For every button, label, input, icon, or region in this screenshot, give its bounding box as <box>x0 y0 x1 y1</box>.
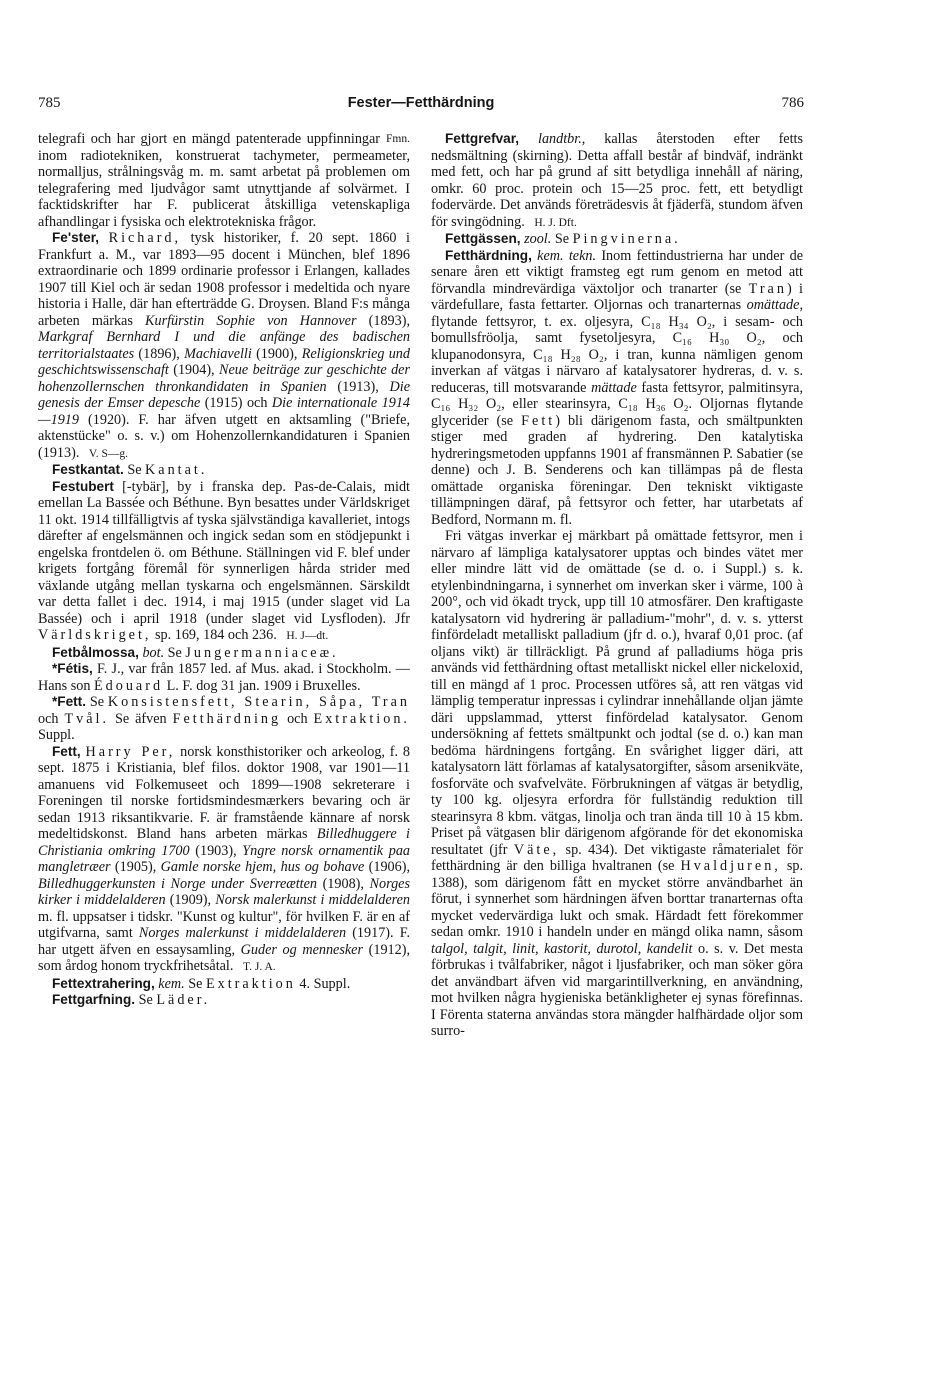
headword: Fett, <box>52 743 81 759</box>
headword: Fe'ster, <box>52 230 100 245</box>
left-column <box>38 131 410 1009</box>
cross-reference: Kantat. <box>145 462 208 478</box>
headword: Fettgrefvar, <box>445 131 520 146</box>
cross-reference: Édouard <box>93 677 164 694</box>
cross-reference: Konsistensfett, Stearin, Såpa, Tran <box>107 694 410 710</box>
author-signature: T. J. A. <box>242 961 276 973</box>
headword: Fettgarfning. <box>52 992 136 1007</box>
entry-fester: Fe'ster, Richard, tysk historiker, f. 20 sept. 1860 i Frankfurt a. M., var 1893—95 docent i München, blef 1896 extraordinarie och 1899 ordinarie professor i Erlangen, kallades 1907 till Kiel och är sedan 1908 professor i medeltida och nyare historia i Halle, där han efterträdde G. Droysen. Bland F:s många arbeten märkas Kurfürstin Sophie von Hannover (1893), Markgraf Bernhard I und die anfänge des badischen territorialstaates (1896), Machiavelli (1900), Religionskrieg und geschichtswissenschaft (1904), Neue beiträge zur geschichte der hohenzollernschen thronkandidaten in Spanien (1913), Die genesis der Emser depesche (1915) och Die internationale 1914—1919 (1920). F. har äfven utgett en aktsamling ("Briefe, aktenstücke" o. s. v.) om Hohenzollernkandidaturen i Spanien (1913). V. S—g. <box>38 230 411 461</box>
headword: Festkantat. <box>52 462 124 477</box>
headword: Fetbålmossa, <box>52 644 139 660</box>
cross-reference: Hvaldjuren, <box>680 858 781 874</box>
author-signature: V. S—g. <box>88 447 129 460</box>
entry-fettextrahering: Fettextrahering, kem. Se Extraktion 4. Suppl. <box>52 975 351 992</box>
page-header <box>38 95 804 115</box>
headword: *Fett. <box>52 694 86 709</box>
right-column <box>431 131 803 1040</box>
cross-reference: Jungermanniaceæ. <box>185 644 339 661</box>
entry-fetbalmossa: Fetbålmossa, bot. Se Jungermanniaceæ. <box>52 644 339 661</box>
headword: *Fétis, <box>52 661 93 676</box>
running-head: Fester—Fetthärdning <box>347 95 495 111</box>
cross-reference: Tran <box>748 280 787 297</box>
entry-fett: *Fett. Se Konsistensfett, Stearin, Såpa, Tran och Tvål. Se äfven Fetthärdning och Extraktion. Suppl. <box>38 694 410 743</box>
headword: Festubert <box>52 478 114 494</box>
headword: Fettextrahering, <box>52 975 155 991</box>
cross-reference: Pingvinerna. <box>572 231 681 247</box>
author-signature: Fmn. <box>386 133 410 145</box>
entry-festkantat: Festkantat. Se Kantat. <box>52 462 208 478</box>
entry-fett-harry: Fett, Harry Per, norsk konsthistoriker och arkeolog, f. 8 sept. 1875 i Kristiania, blef filos. doktor 1908, var 1901—11 amanuens vid Folkemuseet och 1899—1908 sekreterare i Foreningen til norske fortidsmindesmærkers bevaring och är sedan 1913 riksantikvarie. F. är framstående kännare af norsk medeltidskonst. Bland hans arbeten märkas Billedhuggere i Christiania omkring 1700 (1903), Yngre norsk ornamentik paa mangletræer (1905), Gamle norske hjem, hus og bohave (1906), Billedhuggerkunsten i Norge under Sverreætten (1908), Norges kirker i middelalderen (1909), Norsk malerkunst i middelalderen m. fl. uppsatser i tidskr. "Kunst og kultur", för hvilken F. är en af utgifvarna, samt Norges malerkunst i middelalderen (1917). F. har utgett äfven en essaysamling, Guder og mennesker (1912), som årdog honom tryckfrihetsåtal. T. J. A. <box>38 743 411 974</box>
entry-festubert: Festubert [-tybär], by i franska dep. Pas-de-Calais, midt emellan La Bassée och Béthune. Byn besattes under Världskriget 11 okt. 1914 tillfälligtvis af tyska självständiga kavalleriet, intogs därefter af engelsmännen och ingick sedan som en stödjepunkt i engelska frontdelen ö. om Béthune. Ställningen vid F. blef under krigets fortgång föremål för synnerligen hårda strider med växlande utgång mellan tyskarna och engelsmännen. Särskildt var detta fallet i dec. 1914, i maj 1915 (under slaget vid La Bassée) och i april 1918 (under slaget vid Lysfloden). Jfr Världskriget, sp. 169, 184 och 236. H. J—dt. <box>38 478 410 643</box>
entry-fettgarfning: Fettgarfning. Se Läder. <box>52 992 211 1008</box>
cross-reference: Extraktion. <box>313 710 410 727</box>
page-number-left: 785 <box>38 95 61 111</box>
cross-reference: Fett <box>521 412 556 429</box>
cross-reference: Tvål. <box>64 710 109 727</box>
entry-fettgrefvar: Fettgrefvar, landtbr., kallas återstoden efter fetts nedsmältning (skirning). Detta affall består af bindväf, indränkt med fett, och har på grund af sitt betydliga innehåll af näring, omkr. 60 proc. protein och 15—25 proc. fett, ett betydligt fodervärde. Det används företrädesvis åt fjäderfä, stundom äfven för svingödning. H. J. Dft. <box>431 131 803 230</box>
cross-reference: Väte, <box>513 841 560 858</box>
entry-fetthardning: Fetthärdning, kem. tekn. Inom fettindustrierna har under de senare åren ett viktigt framsteg egt rum genom en metod att förvandla mindrevärdiga växtoljor och tranarter (se Tran) i värdefullare, fasta fettarter. Oljornas och tranarternas omättade, flytande fettsyror, t. ex. oljesyra, C₁₈ H₃₄ O₂, i sesam- och bomullsfröolja, samt fysetoljesyra, C₁₆ H₃₀ O₂, och klupanodonsyra, C₁₈ H₂₈ O₂, i tran, kunna nämligen genom inverkan af vätgas i närvaro af katalysatorer hydreras, d. v. s. reduceras, till motsvarande mättade fasta fettsyror, palmitinsyra, C₁₆ H₃₂ O₂, eller stearinsyra, C₁₈ H₃₆ O₂. Oljornas flytande glycerider (se Fett) bli därigenom fasta, och smältpunkten stiger med graden af hydrering. Den katalytiska hydreringsmetoden uppfanns 1901 af fransmännen P. Sabatier (se denne) och J. B. Senderens och kan tillämpas på de flesta omättade organiska föreningar. Den tekniskt viktigaste tillämpningen däraf, på fettsyror och fetter, har utarbetats af Bedford, Normann m. fl. <box>431 247 804 528</box>
entry-continuation: Fmn. telegrafi och har gjort en mängd patenterade uppfinningar inom radiotekniken, konstruerat tachymeter, permeameter, normalljus, strålningsvåg m. m. samt arbetat på problemen om telegrafering med ljudvågor samt utnyttjande af solvärmet. I facktidskrifter har F. publicerat åtskilliga vetenskapliga afhandlingar i fysiska och elektrotekniska frågor. <box>38 131 410 230</box>
page-number-right: 786 <box>781 95 804 111</box>
cross-reference: Fetthärdning <box>172 710 282 727</box>
headword: Fetthärdning, <box>445 247 532 263</box>
cross-reference: Läder. <box>156 992 211 1008</box>
cross-reference: Extraktion <box>205 975 296 992</box>
entry-fettgassen: Fettgässen, zool. Se Pingvinerna. <box>445 231 681 247</box>
entry-fetthardning-cont: Fri vätgas inverkar ej märkbart på omättade fettsyror, men i närvaro af lämpliga katalysatorer upptas och bindes vätet mer eller mindre lätt vid de omättade (se d. o. i Suppl.) s. k. etylenbindningarna, i synnerhet om inverkan sker i värme, 100 à 200°, och vid ökadt tryck, upp till 10 atmosfärer. Den kraftigaste katalysatorn vid hydrering är palladium-"mohr", d. v. s. ytterst finfördeladt metalliskt palladium (jfr d. o.), hvaraf 0,01 proc. (af oljans vikt) är tillräckligt. På grund af palladiums höga pris används vid fetthärdning oftast metalliskt nickel eller nickeloxid, till en mängd af 1 proc. Processen utföres så, att ren vätgas vid lämplig temperatur inpressas i cylindrar innehållande oljan jämte däri uppslammad, ytterst finfördelad katalysator. Genom undersökning af fettets smältpunkt och jodtal (se d. o.) kan man bedöma härdningens fortgång. En svårighet ligger däri, att katalysatorn lätt förlamas af katalysatorgifter, såsom arsenikväte, fosforväte och svafvelväte. Förbrukningen af vätgas är betydlig, ty 100 kg. oljesyra erfordra för fullständig reduktion till stearinsyra 8 kbm. vätgas, linolja och tran ända till 10 à 15 kbm. Priset på vätgasen blir därigenom afgörande för det ekonomiska resultatet (jfr Väte, sp. 434). Det viktigaste råmaterialet för fetthärdning är den billiga hvaltranen (se Hvaldjuren, sp. 1388), som därigenom fått en mycket större användbarhet än förut, i synnerhet som härdningen äfven borttar tranarternas ofta mycket vedervärdiga lukt och smak. Härdadt fett förekommer sedan omkr. 1910 i handeln under en mängd olika namn, såsom talgol, talgit, linit, kastorit, durotol, kandelit o. s. v. Det mesta förbrukas i tvålfabriker, något i ljusfabriker, och man söker göra det användbart äfven vid margarintillverkning, en användning, mot hvilken några hygieniska betänkligheter ej synas förefinnas. I Förenta staterna användas stora mängder halfhärdade oljor som surro- <box>431 528 803 1039</box>
author-signature: H. J. Dft. <box>534 216 577 229</box>
entry-fetis: *Fétis, F. J., var från 1857 led. af Mus. akad. i Stockholm. — Hans son Édouard L. F. dog 31 jan. 1909 i Bruxelles. <box>38 661 410 694</box>
headword: Fettgässen, <box>445 231 521 246</box>
author-signature: H. J—dt. <box>286 630 329 642</box>
cross-reference: Världskriget, <box>38 627 152 643</box>
